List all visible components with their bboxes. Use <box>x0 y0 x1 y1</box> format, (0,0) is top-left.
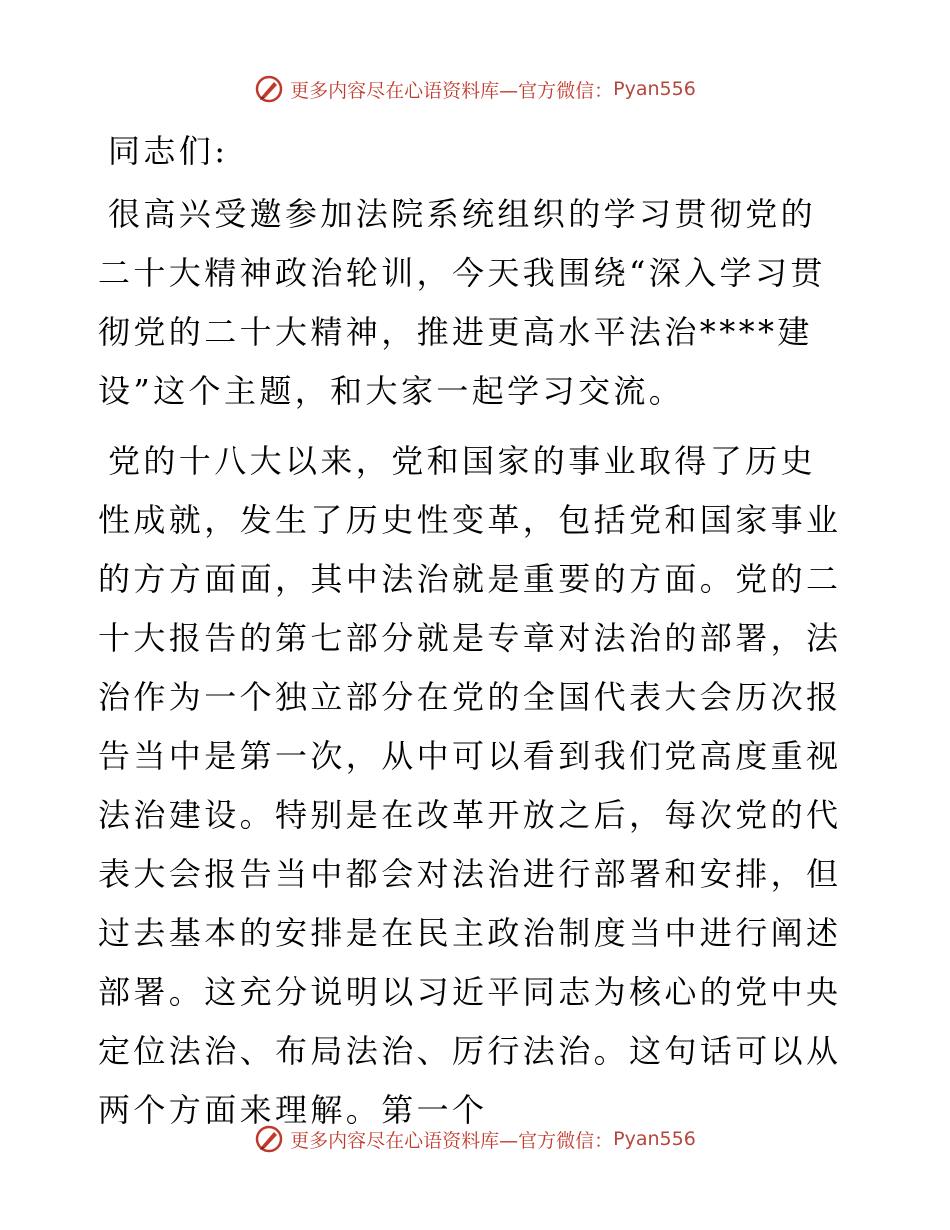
watermark-text: 更多内容尽在心语资料库—官方微信： <box>290 79 614 102</box>
watermark-text: 更多内容尽在心语资料库—官方微信： <box>290 1129 614 1152</box>
paragraph-1: 很高兴受邀参加法院系统组织的学习贯彻党的二十大精神政治轮训，今天我围绕“深入学习贯彻党的二十大精神，推进更高水平法治****建设”这个主题，和大家一起学习交流。 <box>98 195 826 410</box>
document-body <box>98 122 848 1151</box>
salutation: 同志们: <box>108 132 229 170</box>
watermark-wechat-id: Pyan556 <box>613 1128 696 1150</box>
footer-watermark <box>0 1124 950 1154</box>
pen-logo-icon <box>254 74 284 104</box>
watermark-wechat-id: Pyan556 <box>613 78 696 100</box>
pen-logo-icon <box>254 1124 284 1154</box>
header-watermark <box>0 74 950 104</box>
paragraph-2: 党的十八大以来，党和国家的事业取得了历史性成就，发生了历史性变革，包括党和国家事业的方方面面，其中法治就是重要的方面。党的二十大报告的第七部分就是专章对法治的部署，法治作为一个独立部分在党的全国代表大会历次报告当中是第一次，从中可以看到我们党高度重视法治建设。特别是在改革开放之后，每次党的代表大会报告当中都会对法治进行部署和安排，但过去基本的安排是在民主政治制度当中进行阐述部署。这充分说明以习近平同志为核心的党中央定位法治、布局法治、厉行法治。这句话可以从两个方面来理解。第一个 <box>98 442 842 1129</box>
